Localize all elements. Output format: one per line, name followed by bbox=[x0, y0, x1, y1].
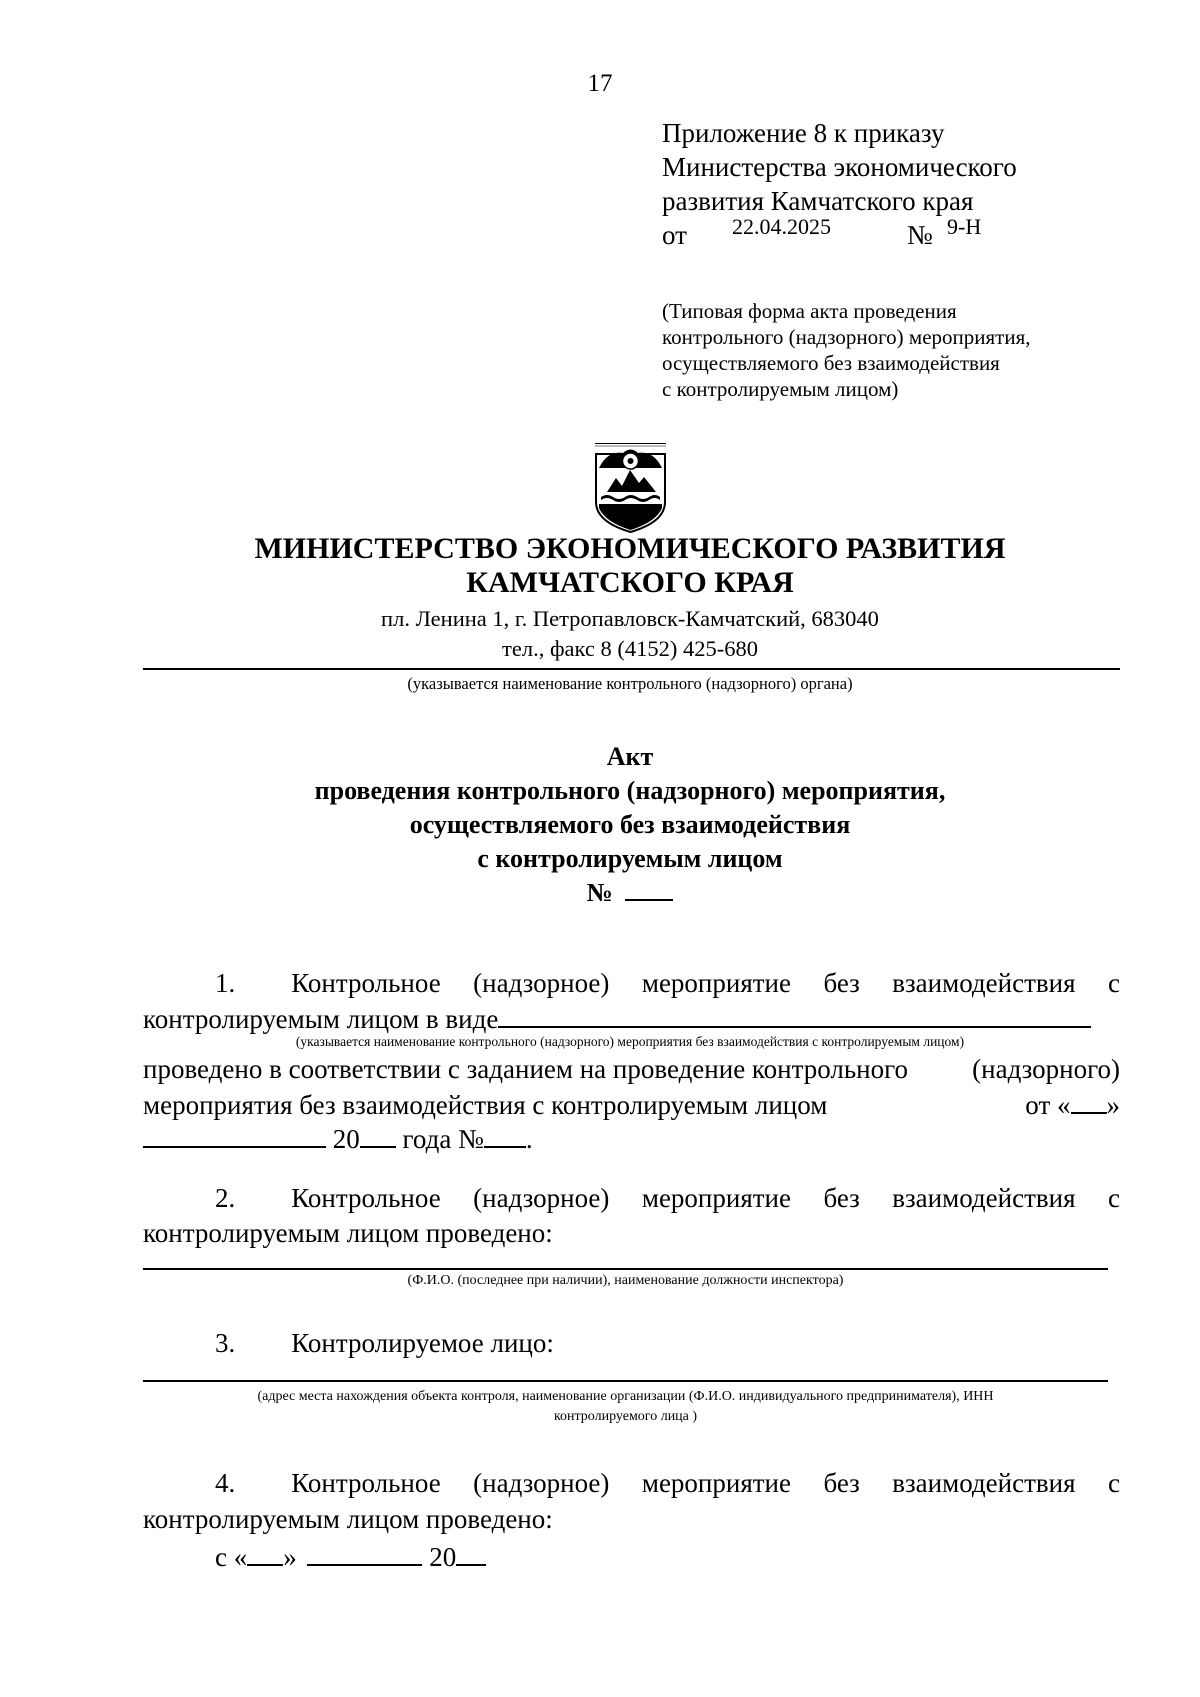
section-2-word-5: взаимодействия bbox=[892, 1183, 1076, 1213]
org-phone: тел., факс 8 (4152) 425-680 bbox=[502, 636, 758, 661]
section-4-word-1: Контрольное bbox=[291, 1468, 441, 1498]
section-1-number-blank[interactable] bbox=[484, 1146, 526, 1148]
section-1-open-quote: от « bbox=[1025, 1090, 1071, 1120]
section-4-word-2: (надзорное) bbox=[473, 1468, 610, 1498]
appendix-line-1: Приложение 8 к приказу bbox=[662, 118, 945, 148]
section-1-line-4-text: мероприятия без взаимодействия с контролируемым лицом bbox=[143, 1090, 828, 1120]
section-1-word-3: мероприятие bbox=[641, 968, 791, 998]
section-1-year-prefix: 20 bbox=[332, 1124, 360, 1154]
section-3-caption-line-1: (адрес места нахождения объекта контроля, наименование организации (Ф.И.О. индивидуального предпринимателя), ИНН bbox=[257, 1389, 994, 1404]
section-2-line-1 bbox=[143, 1181, 1120, 1215]
org-name bbox=[0, 532, 1200, 600]
section-4-num-text: 4. bbox=[215, 1468, 236, 1498]
act-number-blank[interactable] bbox=[625, 899, 673, 901]
section-1-num-text: 1. bbox=[215, 968, 236, 998]
section-1-number bbox=[143, 966, 441, 1000]
template-note-line-1: (Типовая форма акта проведения bbox=[662, 299, 957, 323]
appendix-line-2: Министерства экономического bbox=[662, 152, 1017, 182]
org-name-line-1: МИНИСТЕРСТВО ЭКОНОМИЧЕСКОГО РАЗВИТИЯ bbox=[254, 532, 1006, 565]
section-3-controlled-person-blank[interactable] bbox=[143, 1380, 1108, 1382]
section-3-num-text: 3. bbox=[215, 1328, 236, 1358]
section-1-line-1 bbox=[143, 966, 1120, 1000]
appendix-from-label: от bbox=[662, 220, 687, 250]
section-1-month-blank[interactable] bbox=[143, 1146, 326, 1148]
section-1-day-blank[interactable] bbox=[1071, 1112, 1107, 1114]
page-number: 17 bbox=[587, 70, 613, 97]
appendix-line-3: развития Камчатского края bbox=[662, 186, 974, 216]
section-1-word-6: с bbox=[1107, 968, 1120, 998]
section-2-num-text: 2. bbox=[215, 1183, 236, 1213]
section-4-number bbox=[143, 1466, 441, 1500]
section-2-line-2: контролируемым лицом проведено: bbox=[143, 1218, 553, 1248]
section-1-line-3 bbox=[143, 1052, 1120, 1086]
org-caption: (указывается наименование контрольного (надзорного) органа) bbox=[407, 674, 853, 693]
act-title-line-1: Акт bbox=[606, 742, 654, 771]
template-note-line-4: с контролируемым лицом) bbox=[662, 377, 899, 401]
act-number-line bbox=[0, 876, 1200, 910]
section-4-line-2: контролируемым лицом проведено: bbox=[143, 1504, 553, 1534]
section-2-word-1: Контрольное bbox=[291, 1183, 441, 1213]
section-1-type-blank[interactable] bbox=[498, 1026, 1091, 1028]
kamchatka-coat-of-arms-icon bbox=[593, 442, 668, 534]
section-4-open-quote: с « bbox=[215, 1542, 248, 1572]
section-1-line-5 bbox=[143, 1122, 533, 1156]
section-3-label: Контролируемое лицо: bbox=[291, 1328, 554, 1358]
appendix-date-row bbox=[662, 214, 1017, 254]
template-note bbox=[662, 298, 1030, 402]
act-title bbox=[0, 740, 1200, 910]
section-3-line-1 bbox=[143, 1326, 554, 1360]
section-2-word-4: без bbox=[823, 1183, 860, 1213]
section-1-line-2 bbox=[143, 1002, 1091, 1036]
act-title-line-3: осуществляемого без взаимодействия bbox=[409, 810, 851, 839]
section-4-month-blank[interactable] bbox=[307, 1564, 422, 1566]
act-title-line-4: с контролируемым лицом bbox=[477, 844, 783, 873]
appendix-date: 22.04.2025 bbox=[732, 214, 831, 239]
section-1-type-label: контролируемым лицом в виде bbox=[143, 1004, 499, 1034]
section-2-word-3: мероприятие bbox=[641, 1183, 791, 1213]
section-4-close-quote: » bbox=[283, 1542, 297, 1572]
section-4-day-blank[interactable] bbox=[247, 1564, 283, 1566]
org-address: пл. Ленина 1, г. Петропавловск-Камчатский, 683040 bbox=[381, 606, 879, 631]
section-1-line-3-end: (надзорного) bbox=[972, 1054, 1120, 1084]
section-1-line-3-text: проведено в соответствии с заданием на проведение контрольного bbox=[143, 1054, 909, 1084]
section-1-number-label: года № bbox=[395, 1124, 484, 1154]
section-4-word-6: с bbox=[1107, 1468, 1120, 1498]
section-1-year-blank[interactable] bbox=[360, 1146, 396, 1148]
section-1-date-start bbox=[1025, 1088, 1120, 1122]
section-4-year-blank[interactable] bbox=[456, 1564, 486, 1566]
appendix-number: 9-Н bbox=[947, 214, 982, 239]
org-divider bbox=[143, 668, 1120, 670]
section-4-date-line bbox=[215, 1540, 486, 1574]
section-1-caption: (указывается наименование контрольного (надзорного) мероприятия без взаимодействия с контролируемым лицом) bbox=[295, 1034, 965, 1049]
section-3-caption bbox=[143, 1387, 1108, 1427]
section-4-word-3: мероприятие bbox=[641, 1468, 791, 1498]
section-2-word-6: с bbox=[1107, 1183, 1120, 1213]
section-1-word-4: без bbox=[823, 968, 860, 998]
section-1-word-2: (надзорное) bbox=[473, 968, 610, 998]
section-2-caption: (Ф.И.О. (последнее при наличии), наименование должности инспектора) bbox=[407, 1273, 844, 1288]
section-4-year-prefix: 20 bbox=[429, 1542, 457, 1572]
appendix-block bbox=[662, 116, 1017, 254]
org-name-line-2: КАМЧАТСКОГО КРАЯ bbox=[466, 566, 794, 599]
section-1-word-5: взаимодействия bbox=[892, 968, 1076, 998]
section-2-number bbox=[143, 1181, 441, 1215]
act-number-label: № bbox=[586, 878, 613, 907]
act-title-line-2: проведения контрольного (надзорного) мероприятия, bbox=[314, 776, 946, 805]
section-3-caption-line-2: контролируемого лица ) bbox=[553, 1409, 698, 1424]
section-1-word-1: Контрольное bbox=[291, 968, 441, 998]
section-2-inspector-blank[interactable] bbox=[143, 1268, 1108, 1270]
section-1-close-quote: » bbox=[1106, 1090, 1120, 1120]
template-note-line-3: осуществляемого без взаимодействия bbox=[662, 351, 1000, 375]
section-4-word-5: взаимодействия bbox=[892, 1468, 1076, 1498]
org-contacts bbox=[0, 604, 1200, 664]
appendix-number-label: № bbox=[907, 220, 933, 250]
section-1-period: . bbox=[525, 1124, 533, 1154]
section-4-word-4: без bbox=[823, 1468, 860, 1498]
section-1-line-4 bbox=[143, 1088, 1120, 1122]
section-2-word-2: (надзорное) bbox=[473, 1183, 610, 1213]
section-4-line-1 bbox=[143, 1466, 1120, 1500]
template-note-line-2: контрольного (надзорного) мероприятия, bbox=[662, 325, 1031, 349]
